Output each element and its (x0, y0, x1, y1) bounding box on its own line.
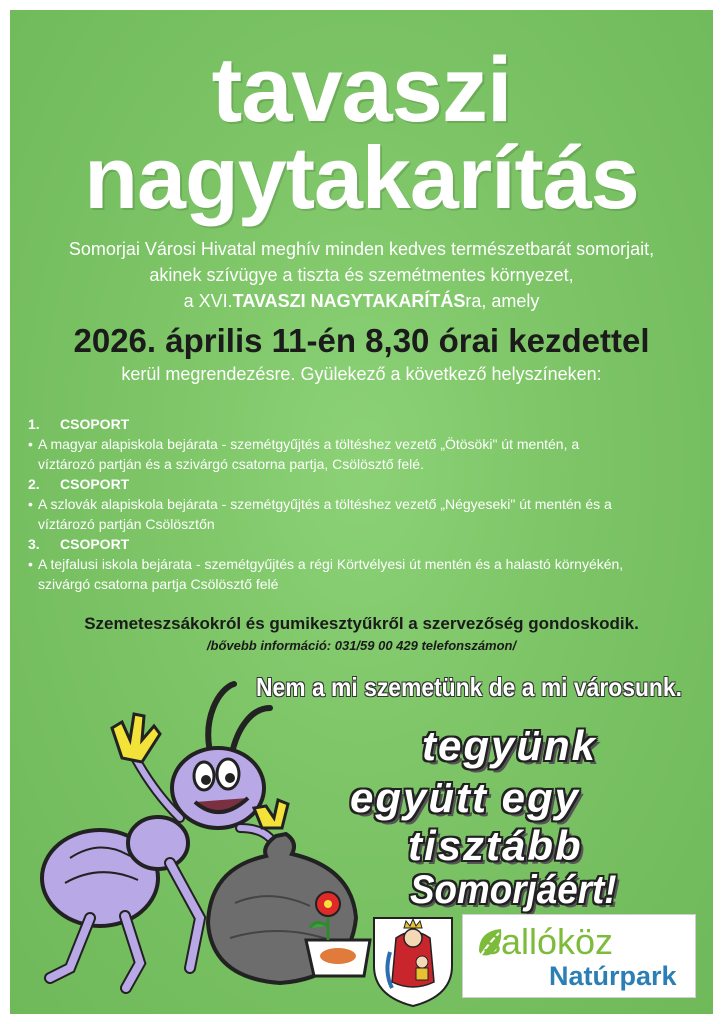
event-name: TAVASZI NAGYTAKARÍTÁS (232, 291, 466, 311)
group-list (28, 414, 708, 594)
event-date: 2026. április 11-én 8,30 órai kezdettel (73, 322, 650, 359)
supplies-note: Szemeteszsákokról és gumikesztyűkről a szervezőség gondoskodik. (84, 614, 639, 633)
group-number: 2. (28, 476, 40, 492)
title-line-2: nagytakarítás (84, 128, 639, 227)
group-label: CSOPORT (60, 536, 130, 552)
group-location-line-2: szivárgó csatorna partja Csölösztő felé (38, 576, 279, 592)
call-to-action-line-4: Somorjáért! (410, 868, 617, 912)
group-location-line-2: víztározó partján Csölösztőn (38, 516, 215, 532)
group-location-line-1: A szlovák alapiskola bejárata - szemétgyűjtés a töltéshez vezető „Négyeseki" út mentén és a (38, 496, 612, 512)
group-label: CSOPORT (60, 476, 130, 492)
event-date-subtitle: kerül megrendezésre. Gyülekező a következő helyszíneken: (121, 364, 602, 384)
park-name-line-2: Natúrpark (549, 961, 677, 991)
group-location-line-1: A magyar alapiskola bejárata - szemétgyűjtés a töltéshez vezető „Ötösöki" út mentén, a (38, 436, 580, 452)
contact-info: /bővebb információ: 031/59 00 429 telefonszámon/ (206, 638, 517, 653)
group-heading (28, 474, 708, 494)
poster (10, 10, 713, 1014)
group-number: 1. (28, 416, 40, 432)
ant-mascot-illustration (30, 678, 380, 1008)
bullet-icon: • (28, 556, 33, 572)
call-to-action-line-1: tegyünk (422, 722, 598, 769)
town-crest-icon (370, 912, 456, 1008)
intro-line-3-pre: a XVI. (183, 291, 233, 311)
group-location-line-2: víztározó partján és a szivárgó csatorna partja, Csölösztő felé. (38, 456, 424, 472)
group-heading (28, 534, 708, 554)
title-line-1: tavaszi (211, 39, 512, 141)
call-to-action-line-2: együtt egy (350, 774, 581, 821)
intro-line-1: Somorjai Városi Hivatal meghív minden kedves természetbarát somorjait, (68, 239, 655, 259)
group-location (28, 494, 708, 514)
group-number: 3. (28, 536, 40, 552)
slogan: Nem a mi szemetünk de a mi városunk. (256, 672, 682, 702)
naturpark-logo (462, 914, 696, 998)
group-heading (28, 414, 708, 434)
intro-line-2: akinek szívügye a tiszta és szemétmentes környezet, (149, 265, 574, 285)
group-location-line-1: A tejfalusi iskola bejárata - szemétgyűjtés a régi Körtvélyesi út mentén és a halastó környékén, (38, 556, 624, 572)
group-2 (28, 474, 708, 534)
group-location (28, 554, 708, 574)
group-location (28, 434, 708, 454)
group-3 (28, 534, 708, 594)
bullet-icon: • (28, 496, 33, 512)
bullet-icon: • (28, 436, 33, 452)
intro-line-3 (10, 288, 713, 314)
intro-text (10, 236, 713, 314)
intro-line-3-post: ra, amely (465, 291, 540, 311)
group-1 (28, 414, 708, 474)
park-name-line-1: sallóköz (483, 921, 614, 962)
group-label: CSOPORT (60, 416, 130, 432)
call-to-action-line-3: tisztább (408, 822, 583, 869)
